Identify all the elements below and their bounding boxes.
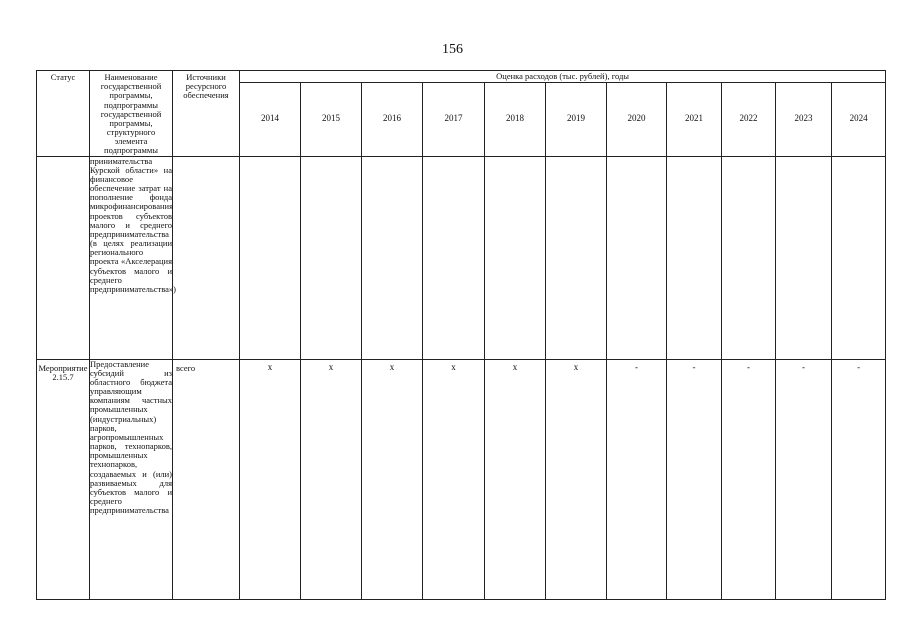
value-cell: - [607,359,667,599]
value-cell [485,156,546,359]
value-cell [776,156,832,359]
table-row [37,359,886,599]
value-cell: - [832,359,886,599]
value-cell [362,156,423,359]
year-header: 2017 [423,83,485,156]
value-cell: х [423,359,485,599]
header-estimate: Оценка расходов (тыс. рублей), годы [240,71,886,83]
status-cell [37,156,90,359]
budget-table [36,70,886,600]
year-header: 2016 [362,83,423,156]
year-header: 2023 [776,83,832,156]
year-header: 2019 [546,83,607,156]
value-cell [423,156,485,359]
value-cell: - [776,359,832,599]
page-number: 156 [442,42,463,57]
status-cell: Мероприятие 2.15.7 [37,359,90,599]
value-cell: х [301,359,362,599]
year-header: 2018 [485,83,546,156]
value-cell: х [485,359,546,599]
value-cell [667,156,722,359]
name-cell: принимательства Курской области» на финансовое обеспечение затрат на пополнение фонда микрофинансирования проектов субъектов малого и среднего предпринимательства (в целях реализации регионального проекта «Акселерация субъектов малого и среднего предпринимательства») [90,156,173,359]
table-row [37,156,886,359]
header-status: Статус [37,71,90,157]
source-cell: всего [173,359,240,599]
header-name: Наименование государственной программы, подпрограммы государственной программы, структурного элемента подпрограммы [90,71,173,157]
value-cell [546,156,607,359]
name-cell: Предоставление субсидий из областного бюджета управляющим компаниям частных промышленных (индустриальных) парков, агропромышленных парков, технопарков, промышленных технопарков, создаваемых и (или) развиваемых для субъектов малого и среднего предпринимательства [90,359,173,599]
value-cell [240,156,301,359]
year-header: 2021 [667,83,722,156]
year-header: 2024 [832,83,886,156]
value-cell [722,156,776,359]
year-header: 2014 [240,83,301,156]
value-cell [607,156,667,359]
value-cell [832,156,886,359]
value-cell: - [722,359,776,599]
value-cell: - [667,359,722,599]
value-cell: х [546,359,607,599]
source-cell [173,156,240,359]
value-cell: х [240,359,301,599]
year-header: 2015 [301,83,362,156]
header-source: Источники ресурсного обеспечения [173,71,240,157]
value-cell [301,156,362,359]
value-cell: х [362,359,423,599]
year-header: 2020 [607,83,667,156]
year-header: 2022 [722,83,776,156]
